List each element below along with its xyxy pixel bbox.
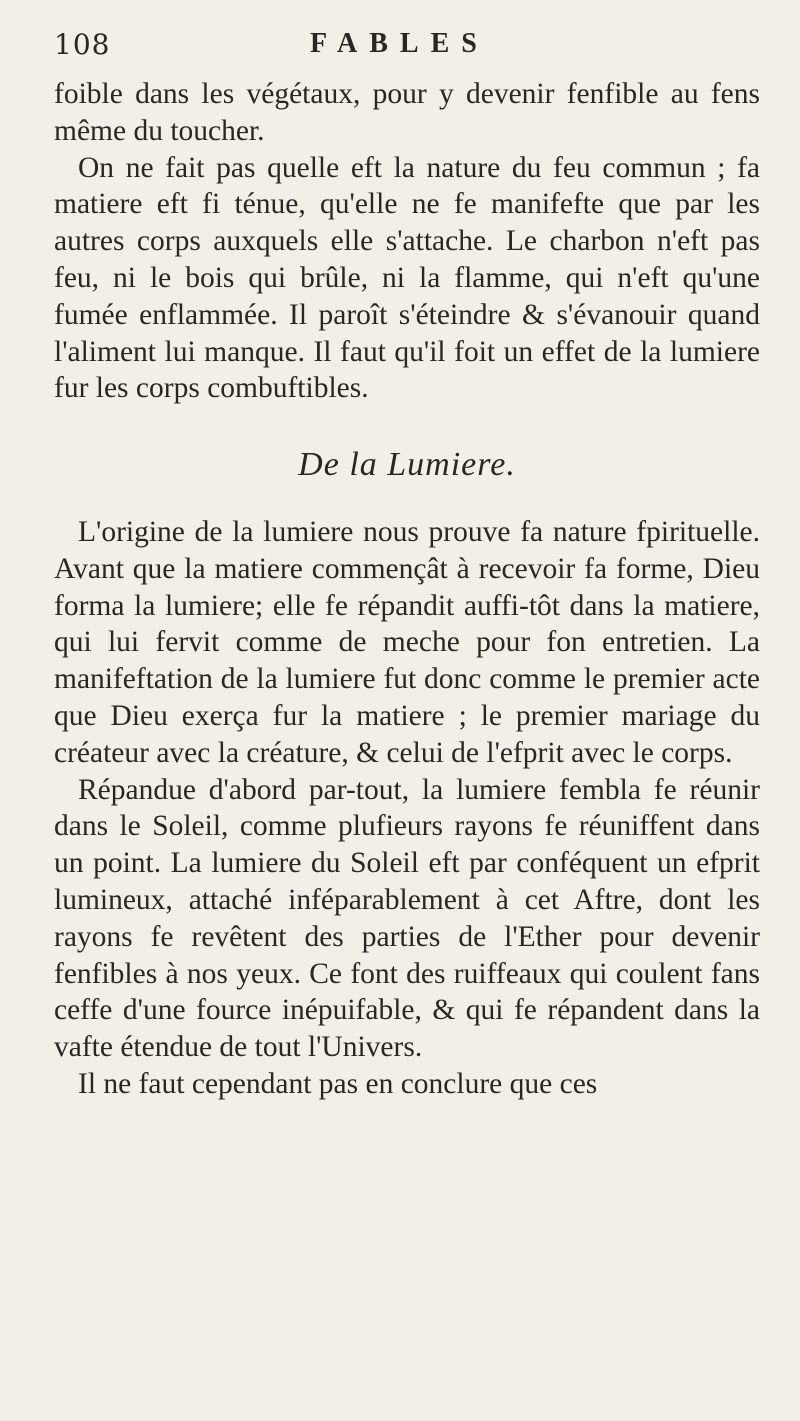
paragraph-feu-commun: On ne fait pas quelle eft la nature du feu commun ; fa matiere eft fi ténue, qu'elle ne fe manifefte que par les autres corps auxquels elle s'attache. Le charbon n'eft pas feu, ni le bois qui brûle, ni la flamme, qui n'eft qu'une fumée enflammée. Il paroît s'éteindre & s'évanouir quand l'aliment lui manque. Il faut qu'il foit un effet de la lumiere fur les corps combuftibles. bbox=[54, 151, 760, 405]
paragraph-conclusion-start: Il ne faut cependant pas en conclure que ces bbox=[78, 1067, 598, 1100]
paragraph-origine-lumiere: L'origine de la lumiere nous prouve fa nature fpirituelle. Avant que la matiere commençât à recevoir fa forme, Dieu forma la lumiere; elle fe répandit auffi-tôt dans la matiere, qui lui fervit comme de meche pour fon entretien. La manifeftation de la lumiere fut donc comme le premier acte que Dieu exerça fur la matiere ; le premier mariage du créateur avec la créature, & celui de l'efprit avec le corps. bbox=[54, 515, 760, 769]
running-head: FABLES bbox=[310, 28, 489, 59]
page-number: 108 bbox=[54, 28, 111, 61]
section-heading: De la Lumiere. bbox=[298, 446, 516, 484]
page-header bbox=[54, 0, 752, 60]
body-text bbox=[54, 76, 760, 1103]
paragraph-lumiere-soleil: Répandue d'abord par-tout, la lumiere fembla fe réunir dans le Soleil, comme plufieurs rayons fe réuniffent dans un point. La lumiere du Soleil eft par conféquent un efprit lumineux, attaché inféparablement à cet Aftre, dont les rayons fe revêtent des parties de l'Ether pour devenir fenfibles à nos yeux. Ce font des ruiffeaux qui coulent fans ceffe d'une fource inépuifable, & qui fe répandent dans la vafte étendue de tout l'Univers. bbox=[54, 773, 760, 1064]
paragraph-continuation: foible dans les végétaux, pour y devenir fenfible au fens même du toucher. bbox=[54, 78, 760, 147]
